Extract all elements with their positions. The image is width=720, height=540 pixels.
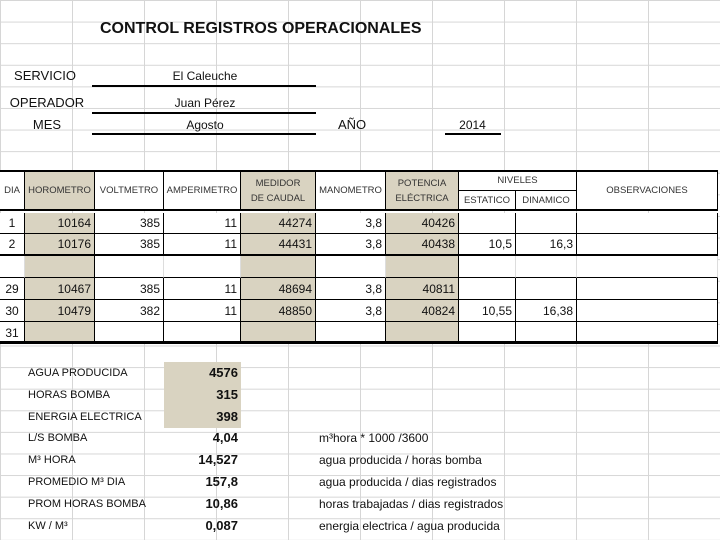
cell-potencia[interactable]: 40438 [386, 234, 459, 256]
summary-value[interactable]: 315 [164, 384, 241, 406]
cell-manometro[interactable]: 3,8 [316, 213, 386, 234]
cell-manometro[interactable]: 3,8 [316, 278, 386, 300]
summary-label: PROM HORAS BOMBA [28, 497, 146, 510]
header-estatico: ESTATICO [459, 191, 516, 211]
header-potencia-electrica [386, 172, 459, 211]
summary-value[interactable]: 14,527 [198, 452, 238, 468]
cell-voltmetro[interactable]: 385 [95, 234, 164, 256]
header-medidor-caudal [241, 172, 316, 211]
summary-formula: agua producida / dias registrados [319, 475, 497, 489]
anio-label: AÑO [338, 117, 367, 132]
cell-horometro[interactable]: 10164 [25, 213, 95, 234]
cell-voltmetro[interactable] [95, 256, 164, 278]
cell-medidor[interactable] [241, 256, 316, 278]
header-potencia-line2: ELÉCTRICA [395, 193, 449, 204]
header-medidor-line1: MEDIDOR [255, 177, 301, 189]
summary-label: AGUA PRODUCIDA [28, 367, 128, 379]
mes-underline [92, 133, 316, 135]
sheet-title: CONTROL REGISTROS OPERACIONALES [100, 20, 422, 37]
cell-manometro[interactable]: 3,8 [316, 234, 386, 256]
cell-potencia[interactable]: 40824 [386, 300, 459, 322]
cell-estatico[interactable] [459, 256, 516, 278]
summary-value[interactable]: 157,8 [205, 474, 238, 489]
header-niveles: NIVELES [459, 172, 577, 191]
summary-formula: agua producida / horas bomba [319, 453, 482, 468]
cell-dinamico[interactable]: 16,3 [516, 234, 577, 256]
cell-amperimetro[interactable]: 11 [164, 213, 241, 234]
cell-dia[interactable]: 1 [0, 213, 25, 234]
cell-amperimetro[interactable] [164, 256, 241, 278]
cell-manometro[interactable]: 3,8 [316, 300, 386, 322]
operador-value[interactable]: Juan Pérez [174, 96, 236, 110]
servicio-value[interactable]: El Caleuche [172, 69, 238, 83]
cell-estatico[interactable] [459, 278, 516, 300]
cell-potencia[interactable]: 40811 [386, 278, 459, 300]
servicio-underline [92, 85, 316, 87]
cell-obs[interactable] [577, 278, 718, 300]
cell-obs[interactable] [577, 256, 718, 278]
servicio-label: SERVICIO [14, 68, 76, 83]
summary-label: PROMEDIO M³ DIA [28, 476, 126, 488]
cell-dia[interactable] [0, 256, 25, 278]
anio-underline [445, 133, 501, 135]
summary-value[interactable]: 398 [164, 406, 241, 428]
summary-label: ENERGIA ELECTRICA [28, 410, 142, 423]
table-bottom-border [0, 341, 718, 344]
header-voltmetro: VOLTMETRO [95, 172, 164, 211]
summary-label: HORAS BOMBA [28, 388, 110, 401]
mes-value[interactable]: Agosto [186, 118, 224, 132]
cell-voltmetro[interactable]: 382 [95, 300, 164, 322]
cell-medidor[interactable]: 44431 [241, 234, 316, 256]
cell-horometro[interactable]: 10176 [25, 234, 95, 256]
cell-obs[interactable] [577, 234, 718, 256]
cell-estatico[interactable]: 10,55 [459, 300, 516, 322]
summary-value[interactable]: 0,087 [205, 517, 238, 533]
summary-value[interactable]: 4576 [164, 362, 241, 384]
operador-label: OPERADOR [9, 95, 85, 110]
header-amperimetro: AMPERIMETRO [164, 172, 241, 211]
cell-medidor[interactable]: 48694 [241, 278, 316, 300]
header-dia: DIA [0, 172, 25, 211]
cell-manometro[interactable] [316, 256, 386, 278]
anio-value[interactable]: 2014 [459, 118, 486, 132]
cell-dia[interactable]: 29 [0, 278, 25, 300]
summary-label: L/S BOMBA [28, 432, 88, 445]
mes-label: MES [32, 117, 62, 132]
header-medidor-line2: DE CAUDAL [250, 193, 306, 204]
summary-formula: energia electrica / agua producida [319, 518, 500, 533]
cell-horometro[interactable]: 10479 [25, 300, 95, 322]
summary-label: M³ HORA [28, 454, 76, 467]
cell-dia[interactable]: 30 [0, 300, 25, 322]
cell-amperimetro[interactable]: 11 [164, 234, 241, 256]
cell-amperimetro[interactable]: 11 [164, 300, 241, 322]
cell-horometro[interactable] [25, 256, 95, 278]
cell-amperimetro[interactable]: 11 [164, 278, 241, 300]
header-dinamico: DINAMICO [516, 191, 577, 211]
header-observaciones: OBSERVACIONES [577, 172, 718, 211]
cell-dinamico[interactable] [516, 213, 577, 234]
cell-obs[interactable] [577, 213, 718, 234]
summary-value[interactable]: 10,86 [205, 495, 238, 511]
cell-dinamico[interactable]: 16,38 [516, 300, 577, 322]
cell-potencia[interactable] [386, 256, 459, 278]
summary-value[interactable]: 4,04 [212, 430, 238, 446]
cell-potencia[interactable]: 40426 [386, 213, 459, 234]
cell-dinamico[interactable] [516, 278, 577, 300]
cell-obs[interactable] [577, 300, 718, 322]
cell-estatico[interactable]: 10,5 [459, 234, 516, 256]
header-horometro: HOROMETRO [25, 172, 95, 211]
operador-underline [92, 112, 316, 114]
cell-voltmetro[interactable]: 385 [95, 278, 164, 300]
header-potencia-line1: POTENCIA [397, 177, 447, 189]
summary-formula: horas trabajadas / dias registrados [319, 496, 504, 511]
cell-medidor[interactable]: 44274 [241, 213, 316, 234]
cell-horometro[interactable]: 10467 [25, 278, 95, 300]
summary-formula: m³hora * 1000 /3600 [319, 431, 429, 446]
summary-label: KW / M³ [28, 519, 68, 532]
header-manometro: MANOMETRO [316, 172, 386, 211]
cell-estatico[interactable] [459, 213, 516, 234]
cell-medidor[interactable]: 48850 [241, 300, 316, 322]
cell-voltmetro[interactable]: 385 [95, 213, 164, 234]
cell-dinamico[interactable] [516, 256, 577, 278]
cell-dia[interactable]: 2 [0, 234, 25, 256]
cell-dia[interactable]: 31 [0, 322, 25, 344]
